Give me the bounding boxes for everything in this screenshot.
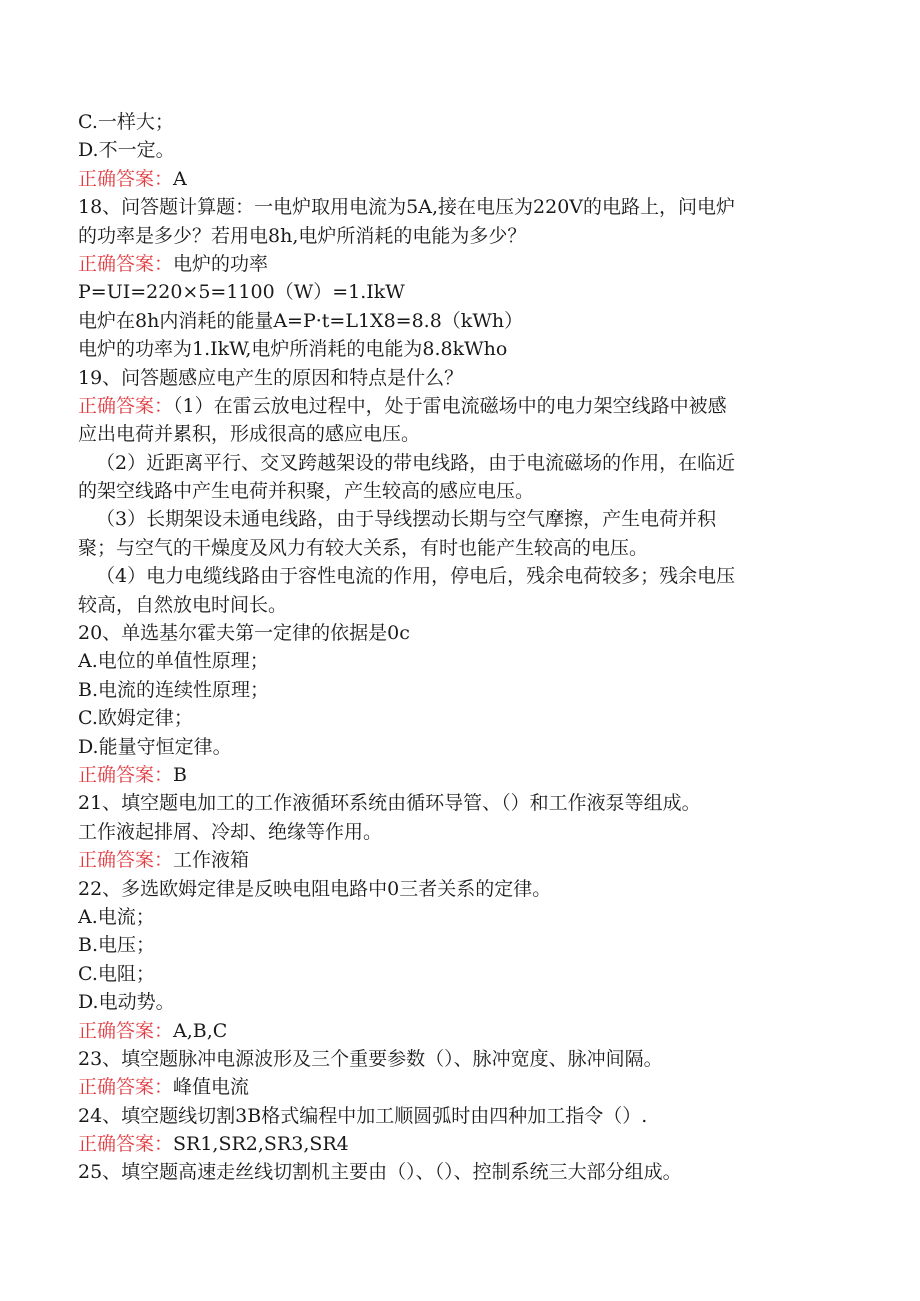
answer-value: 电炉的功率: [173, 252, 269, 275]
answer-label: 正确答案：: [78, 1133, 174, 1156]
answer-value: （1）在雷云放电过程中，处于雷电流磁场中的电力架空线路中被感: [173, 394, 727, 417]
text-line: B.电流的连续性原理；: [78, 678, 270, 701]
text-line: A.电位的单值性原理；: [78, 650, 269, 673]
text-line: D.不一定。: [78, 139, 175, 162]
text-line: 电炉的功率为1.IkW,电炉所消耗的电能为8.8kWho: [78, 338, 508, 361]
text-line: D.能量守恒定律。: [78, 735, 232, 758]
text-line: （3）长期架设未通电线路，由于导线摆动长期与空气摩擦，产生电荷并积: [96, 508, 717, 531]
text-line: 较高，自然放电时间长。: [78, 593, 288, 616]
text-line: 工作液起排屑、冷却、绝缘等作用。: [78, 820, 383, 843]
text-line: 23、填空题脉冲电源波形及三个重要参数（）、脉冲宽度、脉冲间隔。: [78, 1047, 663, 1070]
answer-value: A,B,C: [173, 1019, 228, 1042]
answer-label: 正确答案：: [78, 1019, 174, 1042]
answer-line: [78, 761, 848, 789]
text-line: 的架空线路中产生电荷并积聚，产生较高的感应电压。: [78, 480, 535, 503]
text-line: （4）电力电缆线路由于容性电流的作用，停电后，残余电荷较多；残余电压: [96, 565, 736, 588]
answer-line: [78, 250, 848, 278]
answer-line: [78, 1073, 848, 1101]
text-line: D.电动势。: [78, 991, 175, 1014]
answer-line: [78, 165, 848, 193]
text-line: 19、问答题感应电产生的原因和特点是什么？: [78, 366, 464, 389]
answer-value: A: [173, 167, 187, 190]
text-line: 的功率是多少？若用电8h,电炉所消耗的电能为多少？: [78, 224, 527, 247]
text-line: 电炉在8h内消耗的能量A=P·t=L1X8=8.8（kWh）: [78, 309, 524, 332]
text-line: 25、填空题高速走丝线切割机主要由（）、（）、控制系统三大部分组成。: [78, 1161, 682, 1184]
text-line: 21、填空题电加工的工作液循环系统由循环导管、（）和工作液泵等组成。: [78, 792, 701, 815]
text-line: 18、问答题计算题：一电炉取用电流为5A,接在电压为220V的电路上，问电炉: [78, 196, 736, 219]
answer-value: 工作液箱: [173, 849, 250, 872]
answer-value: B: [173, 763, 187, 786]
text-line: 应出电荷并累积，形成很高的感应电压。: [78, 423, 421, 446]
text-line: B.电压；: [78, 934, 156, 957]
text-line: 聚；与空气的干燥度及风力有较大关系，有时也能产生较高的电压。: [78, 536, 649, 559]
answer-label: 正确答案：: [78, 1076, 174, 1099]
text-line: C.一样大；: [78, 111, 174, 133]
answer-label: 正确答案：: [78, 849, 174, 872]
text-line: A.电流；: [78, 905, 155, 928]
answer-label: 正确答案：: [78, 167, 174, 190]
answer-line: [78, 1130, 848, 1158]
text-line: P=UI=220×5=1100（W）=1.IkW: [78, 281, 405, 304]
text-line: 20、单选基尔霍夫第一定律的依据是0c: [78, 622, 410, 645]
answer-label: 正确答案：: [78, 252, 174, 275]
answer-label: 正确答案：: [78, 763, 174, 786]
text-line: （2）近距离平行、交叉跨越架设的带电线路，由于电流磁场的作用，在临近: [96, 451, 736, 474]
answer-label: 正确答案：: [78, 394, 174, 417]
answer-line: [78, 392, 848, 420]
text-line: 24、填空题线切割3B格式编程中加工顺圆弧时由四种加工指令（）.: [78, 1104, 648, 1127]
answer-value: 峰值电流: [173, 1076, 250, 1099]
answer-line: [78, 1017, 848, 1045]
text-line: 22、多选欧姆定律是反映电阻电路中0三者关系的定律。: [78, 877, 552, 900]
text-line: C.欧姆定律；: [78, 707, 193, 730]
answer-line: [78, 846, 848, 874]
answer-value: SR1,SR2,SR3,SR4: [173, 1133, 349, 1156]
text-line: C.电阻；: [78, 962, 155, 985]
document-page: [78, 108, 848, 1187]
